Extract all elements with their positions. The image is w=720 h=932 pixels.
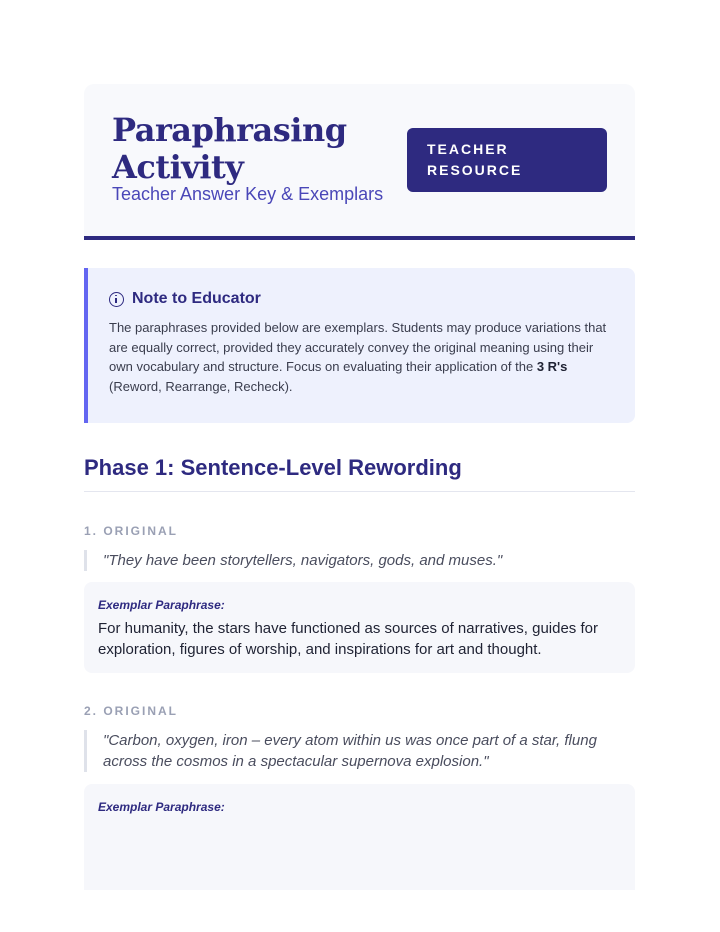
educator-note — [84, 268, 635, 423]
original-label: 1. ORIGINAL — [84, 524, 179, 538]
phase-heading: Phase 1: Sentence-Level Rewording — [84, 455, 635, 492]
exemplar-card — [84, 582, 635, 673]
exemplar-label: Exemplar Paraphrase: — [98, 598, 225, 612]
original-quote: "They have been storytellers, navigators, gods, and muses." — [84, 550, 634, 571]
note-body-text: The paraphrases provided below are exemplars. Students may produce variations that are equally correct, provided they accurately convey the original meaning using their own vocabulary and structure. Focus on evaluating their application of the — [109, 320, 607, 375]
info-icon — [109, 292, 124, 307]
note-body-text-end: (Reword, Rearrange, Recheck). — [109, 379, 293, 395]
note-body — [109, 318, 615, 397]
note-header — [109, 290, 615, 308]
original-label: 2. ORIGINAL — [84, 704, 179, 718]
note-body-emphasis: 3 R's — [536, 359, 568, 375]
exemplar-label: Exemplar Paraphrase: — [98, 800, 225, 814]
page-subtitle: Teacher Answer Key & Exemplars — [112, 184, 384, 204]
original-quote: "Carbon, oxygen, iron – every atom within us was once part of a star, flung across the cosmos in a spectacular supernova explosion." — [84, 730, 634, 772]
exemplar-text: For humanity, the stars have functioned as sources of narratives, guides for exploration, figures of worship, and inspirations for art and thought. — [98, 620, 598, 658]
document-page — [84, 84, 635, 814]
header-card — [84, 84, 635, 240]
exemplar-card — [84, 784, 635, 890]
note-title: Note to Educator — [132, 290, 261, 307]
page-title: Paraphrasing Activity — [112, 111, 347, 186]
teacher-resource-badge: TEACHER RESOURCE — [407, 128, 607, 192]
